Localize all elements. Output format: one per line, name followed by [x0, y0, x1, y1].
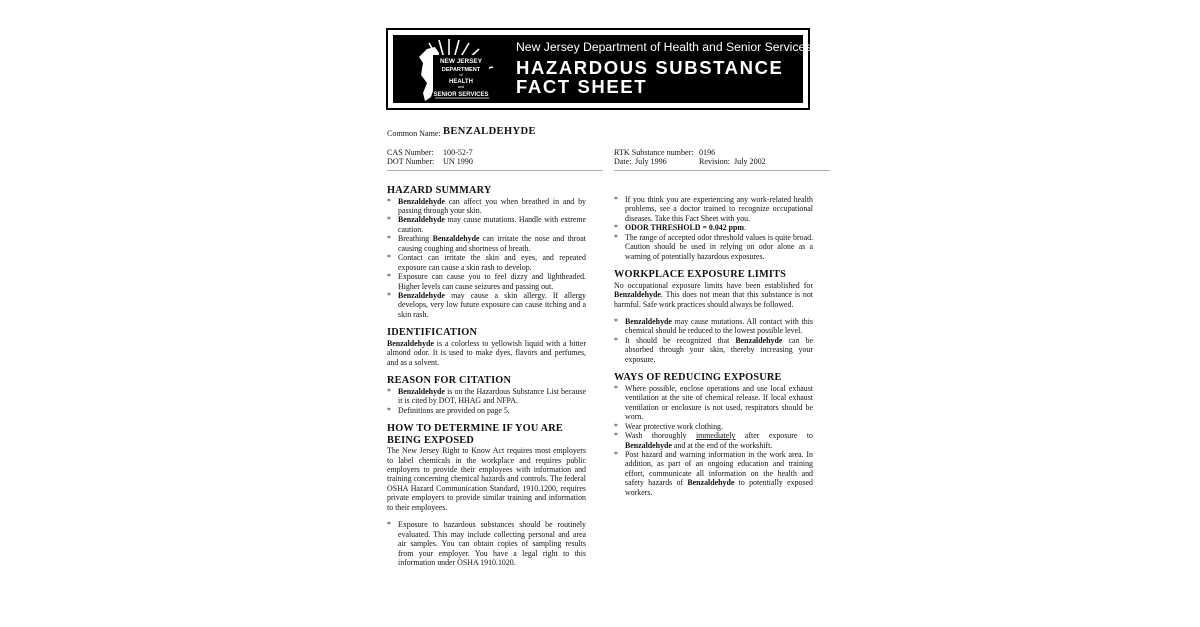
hazard-summary-heading: HAZARD SUMMARY — [387, 185, 492, 196]
limits-item: * Benzaldehyde may cause mutations. All contact with this chemical should be reduced to the lowest possible level. — [614, 317, 813, 336]
logo-line-4: HEALTH — [449, 79, 473, 85]
how-to-determine-heading: HOW TO DETERMINE IF YOU ARE BEING EXPOSED — [387, 423, 563, 446]
title-line-2: FACT SHEET — [516, 76, 648, 97]
date-value: July 1996 — [635, 157, 667, 166]
hazard-item: * Benzaldehyde can affect you when breathed in and by passing through your skin. — [387, 196, 586, 215]
dot-value: UN 1990 — [443, 157, 473, 166]
how-to-determine-text: The New Jersey Right to Know Act requires most employers to label chemicals in the workplace and requires public employers to provide their employees with information and training concerning chemical hazards and controls. The federal OSHA Hazard Communication Standard, 1910.1200, requires private employers to provide similar training and information to their employees. — [387, 446, 586, 512]
ways-item: * Wash thoroughly immediately after exposure to Benzaldehyde and at the end of the workshift. — [614, 431, 813, 450]
common-name-value: BENZALDEHYDE — [443, 126, 536, 137]
reducing-exposure-heading: WAYS OF REDUCING EXPOSURE — [614, 372, 782, 384]
nj-department-logo — [399, 37, 503, 103]
logo-line-2: DEPARTMENT — [441, 67, 481, 73]
odor-threshold-item: * ODOR THRESHOLD = 0.042 ppm. — [614, 223, 746, 233]
hazard-item: * Benzaldehyde may cause a skin allergy. If allergy develops, very low future exposure can cause itching and a skin rash. — [387, 291, 586, 319]
hazard-list — [387, 197, 586, 320]
reason-item: * Benzaldehyde is on the Hazardous Substance List because it is cited by DOT, HHAG and NFPA. — [387, 386, 586, 406]
exposure-evaluation-item: * Exposure to hazardous substances should be routinely evaluated. This may include collecting personal and area air samples. You can obtain copies of sampling results from your employer. You have a legal right to this information under OSHA 1910.1020. — [387, 520, 586, 568]
right-column — [614, 195, 813, 497]
hazard-item: * Contact can irritate the skin and eyes, and repeated exposure can cause a skin rash to develop. — [387, 253, 586, 272]
fact-sheet-banner — [386, 28, 810, 110]
hazard-item: * Benzaldehyde may cause mutations. Handle with extreme caution. — [387, 215, 586, 234]
separator-right: ------------------------------------------------------------------------------------------------------------ — [614, 168, 830, 174]
exposure-limits-text: No occupational exposure limits have been established for Benzaldehyde. This does not mean that this substance is not harmful. Safe work practices should always be followed. — [614, 280, 813, 309]
agency-name: New Jersey Department of Health and Senior Services — [516, 40, 812, 54]
ways-item: * Wear protective work clothing. — [614, 421, 723, 431]
ways-item: * Post hazard and warning information in the work area. In addition, as part of an ongoing education and training effort, communicate all information on the health and safety hazards of Benzaldehyde to potentially exposed workers. — [614, 449, 813, 497]
left-column — [387, 185, 586, 568]
dot-label: DOT Number: — [387, 157, 435, 166]
revision-label: Revision: — [699, 157, 731, 166]
identification-heading: IDENTIFICATION — [387, 327, 478, 339]
reason-heading: REASON FOR CITATION — [387, 375, 512, 387]
hazard-item: * Breathing Benzaldehyde can irritate the nose and throat causing coughing and shortness of breath. — [387, 234, 586, 253]
odor-range-item: * The range of accepted odor threshold values is quite broad. Caution should be used in relying on odor alone as a warning of potentially hazardous exposures. — [614, 232, 813, 261]
cas-value: 100-52-7 — [443, 148, 473, 157]
logo-line-3: of — [459, 73, 463, 77]
logo-line-5: and — [457, 85, 465, 89]
health-item: * If you think you are experiencing any work-related health problems, see a doctor trained to recognize occupational diseases. Take this Fact Sheet with you. — [614, 195, 813, 223]
limits-item: * It should be recognized that Benzaldehyde can be absorbed through your skin, thereby increasing your exposure. — [614, 335, 814, 364]
rtk-label: RTK Substance number: — [614, 148, 694, 157]
exposure-limits-heading: WORKPLACE EXPOSURE LIMITS — [614, 269, 787, 281]
logo-line-6: SENIOR SERVICES — [433, 92, 489, 98]
hazard-item: * Exposure can cause you to feel dizzy and lightheaded. Higher levels can cause seizures and passing out. — [387, 272, 586, 291]
rtk-value: 0196 — [699, 148, 716, 157]
reason-item: * Definitions are provided on page 5. — [387, 405, 510, 415]
title-line-1: HAZARDOUS SUBSTANCE — [516, 57, 784, 78]
revision-value: July 2002 — [734, 157, 766, 166]
cas-label: CAS Number: — [387, 148, 434, 157]
ways-item: * Where possible, enclose operations and use local exhaust ventilation at the site of chemical release. If local exhaust ventilation or enclosure is not used, respirators should be worn. — [614, 383, 813, 422]
banner-inner — [393, 35, 812, 103]
separator-left: ------------------------------------------------------------------------------------------------------------ — [387, 168, 603, 174]
identification-text: Benzaldehyde is a colorless to yellowish liquid with a bitter almond odor. It is used to make dyes, flavors and perfumes, and as a solvent. — [387, 338, 586, 367]
date-label: Date: — [614, 157, 632, 166]
common-name-label: Common Name: — [387, 129, 441, 138]
logo-line-1: NEW JERSEY — [440, 58, 482, 65]
